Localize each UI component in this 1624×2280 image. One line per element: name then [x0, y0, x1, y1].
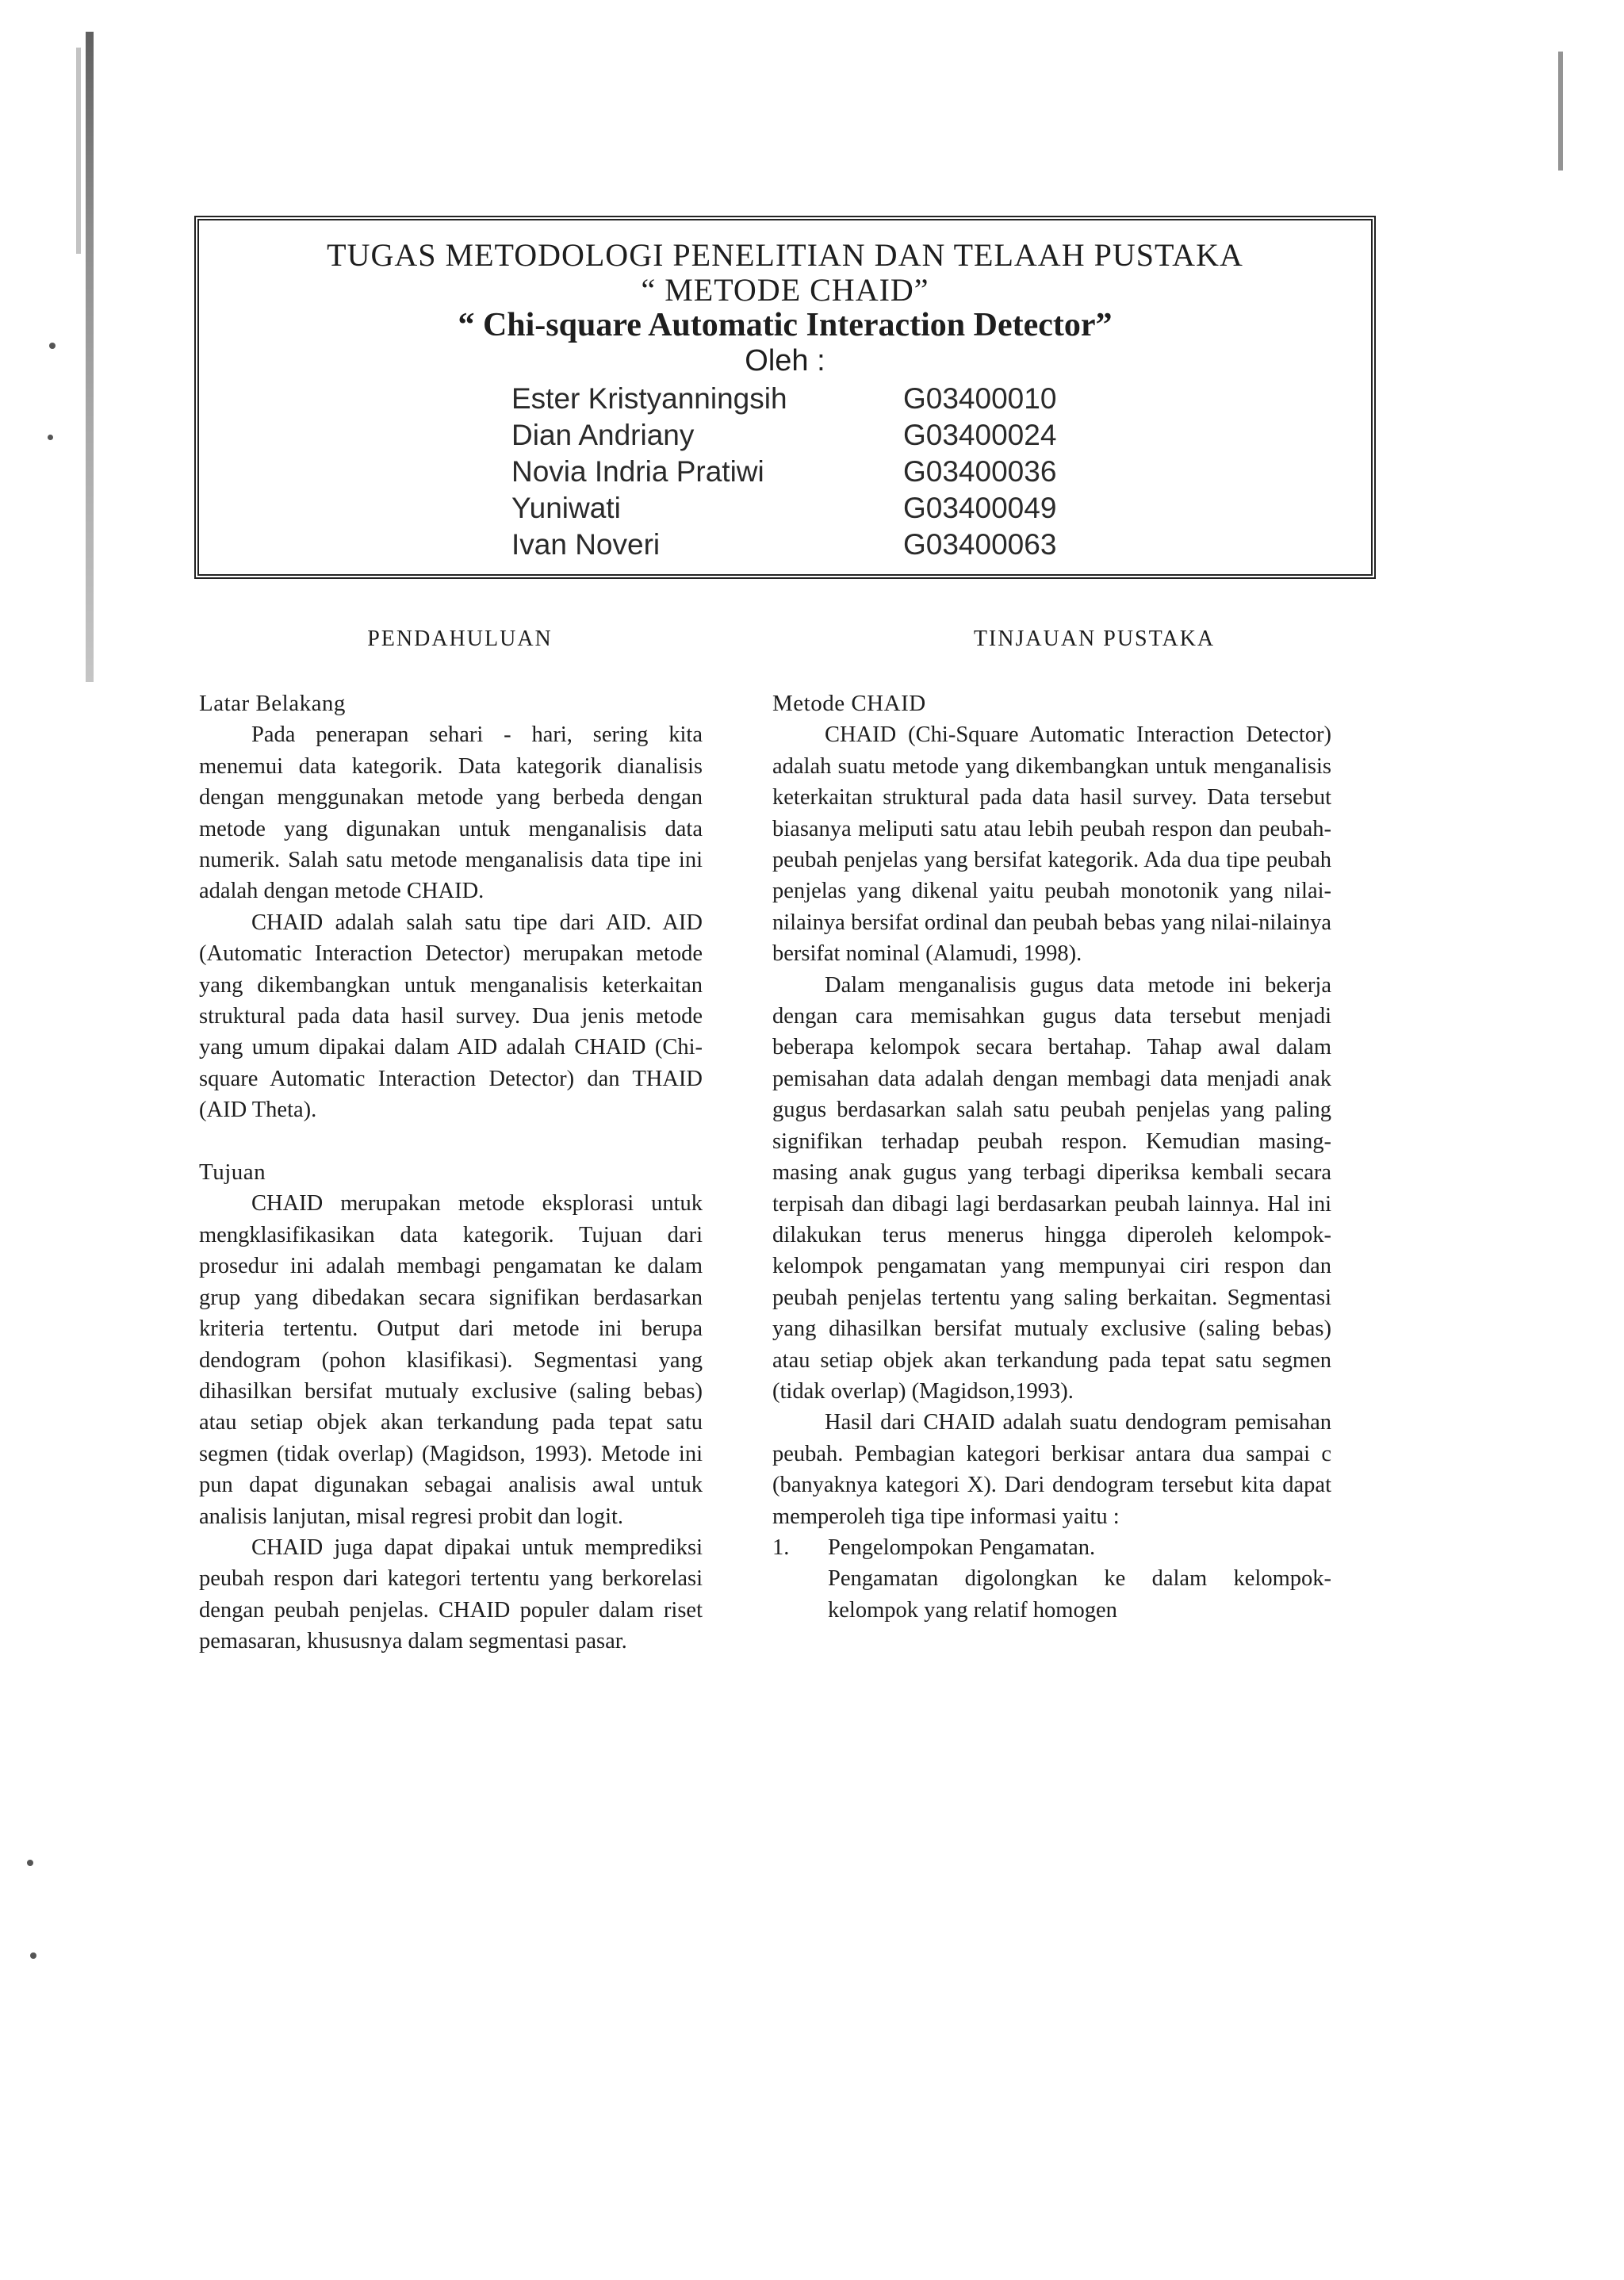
scan-speck	[27, 1860, 33, 1866]
author-name: Novia Indria Pratiwi	[511, 455, 764, 488]
author-row	[199, 492, 1371, 528]
assignment-title: TUGAS METODOLOGI PENELITIAN DAN TELAAH PUSTAKA	[327, 237, 1243, 273]
scan-speck	[30, 1952, 36, 1959]
scan-edge-artifact	[86, 32, 94, 682]
author-id: G03400049	[903, 492, 1057, 524]
author-id: G03400024	[903, 419, 1057, 451]
author-name: Ester Kristyanningsih	[511, 382, 787, 415]
paragraph: Hasil dari CHAID adalah suatu dendogram pemisahan peubah. Pembagian kategori berkisar antara dua sampai c (banyaknya kategori X). Dari dendogram tersebut kita dapat memperoleh tiga tipe informasi yaitu :	[772, 1410, 1331, 1529]
author-id: G03400036	[903, 455, 1057, 488]
section-heading-pendahuluan: PENDAHULUAN	[367, 627, 553, 651]
left-column	[199, 688, 703, 1657]
subheading-tujuan: Tujuan	[199, 1159, 266, 1186]
paragraph: CHAID (Chi-Square Automatic Interaction Detector) adalah suatu metode yang dikembangkan untuk menganalisis keterkaitan struktural pada data hasil survey. Data tersebut biasanya meliputi satu atau lebih peubah respon dan peubah-peubah penjelas yang bersifat kategorik. Ada dua tipe peubah penjelas yang dikenal yaitu peubah monotonik yang nilai-nilainya bersifat ordinal dan peubah bebas yang nilai-nilainya bersifat nominal (Alamudi, 1998).	[772, 722, 1331, 967]
paragraph: CHAID merupakan metode eksplorasi untuk mengklasifikasikan data kategorik. Tujuan dari prosedur ini adalah membagi pengamatan ke dalam grup yang dibedakan secara signifikan berdasarkan kriteria tertentu. Output dari metode ini berupa dendogram (pohon klasifikasi). Segmentasi yang dihasilkan bersifat mutualy exclusive (saling bebas) atau setiap objek akan terkandung pada tepat satu segmen (tidak overlap) (Magidson, 1993). Metode ini pun dapat digunakan sebagai analisis awal untuk analisis lanjutan, misal regresi probit dan logit.	[199, 1191, 703, 1529]
method-title: “ METODE CHAID”	[641, 272, 929, 308]
right-column	[772, 688, 1331, 1626]
list-item-text: Pengamatan digolongkan ke dalam kelompok-kelompok yang relatif homogen	[828, 1566, 1331, 1623]
paragraph: Pada penerapan sehari - hari, sering kita menemui data kategorik. Data kategorik dianalisis dengan menggunakan metode yang berbeda dengan metode yang digunakan untuk menganalisis data numerik. Salah satu metode menganalisis data tipe ini adalah dengan metode CHAID.	[199, 722, 703, 904]
author-row	[199, 528, 1371, 565]
author-name: Dian Andriany	[511, 419, 695, 451]
scan-speck	[49, 343, 56, 349]
author-name: Yuniwati	[511, 492, 621, 524]
subheading-metode-chaid: Metode CHAID	[772, 691, 926, 716]
paragraph: CHAID adalah salah satu tipe dari AID. AID (Automatic Interaction Detector) merupakan metode yang dikembangkan untuk menganalisis keterkaitan struktural pada data hasil survey. Dua jenis metode yang umum dipakai dalam AID adalah CHAID (Chi-square Automatic Interaction Detector) dan THAID (AID Theta).	[199, 910, 703, 1123]
author-name: Ivan Noveri	[511, 528, 661, 561]
author-row	[199, 382, 1371, 419]
author-row	[199, 419, 1371, 455]
list-item-title: Pengelompokan Pengamatan.	[828, 1535, 1096, 1560]
method-subtitle: “ Chi-square Automatic Interaction Detector”	[458, 307, 1113, 343]
list-item	[772, 1532, 1331, 1626]
title-box	[194, 216, 1376, 579]
section-heading-tinjauan-pustaka: TINJAUAN PUSTAKA	[973, 627, 1216, 651]
paragraph: CHAID juga dapat dipakai untuk memprediksi peubah respon dari kategori tertentu yang berkorelasi dengan peubah penjelas. CHAID populer dalam riset pemasaran, khususnya dalam segmentasi pasar.	[199, 1535, 703, 1654]
subheading-latar-belakang: Latar Belakang	[199, 691, 346, 716]
list-number: 1.	[772, 1535, 790, 1560]
author-id: G03400063	[903, 528, 1057, 561]
scan-edge-artifact	[76, 48, 81, 254]
scan-edge-artifact	[1558, 52, 1563, 171]
scan-speck	[48, 435, 53, 440]
paragraph: Dalam menganalisis gugus data metode ini bekerja dengan cara memisahkan gugus data tersebut menjadi beberapa kelompok secara bertahap. Tahap awal dalam pemisahan data adalah dengan membagi data menjadi anak gugus berdasarkan salah satu peubah penjelas yang paling signifikan terhadap peubah respon. Kemudian masing-masing anak gugus yang terbagi diperiksa kembali secara terpisah dan dibagi lagi berdasarkan peubah lainnya. Hal ini dilakukan terus menerus hingga diperoleh kelompok-kelompok pengamatan yang mempunyai ciri respon dan peubah penjelas tertentu yang saling berkaitan. Segmentasi yang dihasilkan bersifat mutualy exclusive (saling bebas) atau setiap objek akan terkandung pada tepat satu segmen (tidak overlap) (Magidson,1993).	[772, 972, 1331, 1404]
by-label: Oleh :	[745, 344, 825, 377]
author-row	[199, 455, 1371, 492]
author-id: G03400010	[903, 382, 1057, 415]
